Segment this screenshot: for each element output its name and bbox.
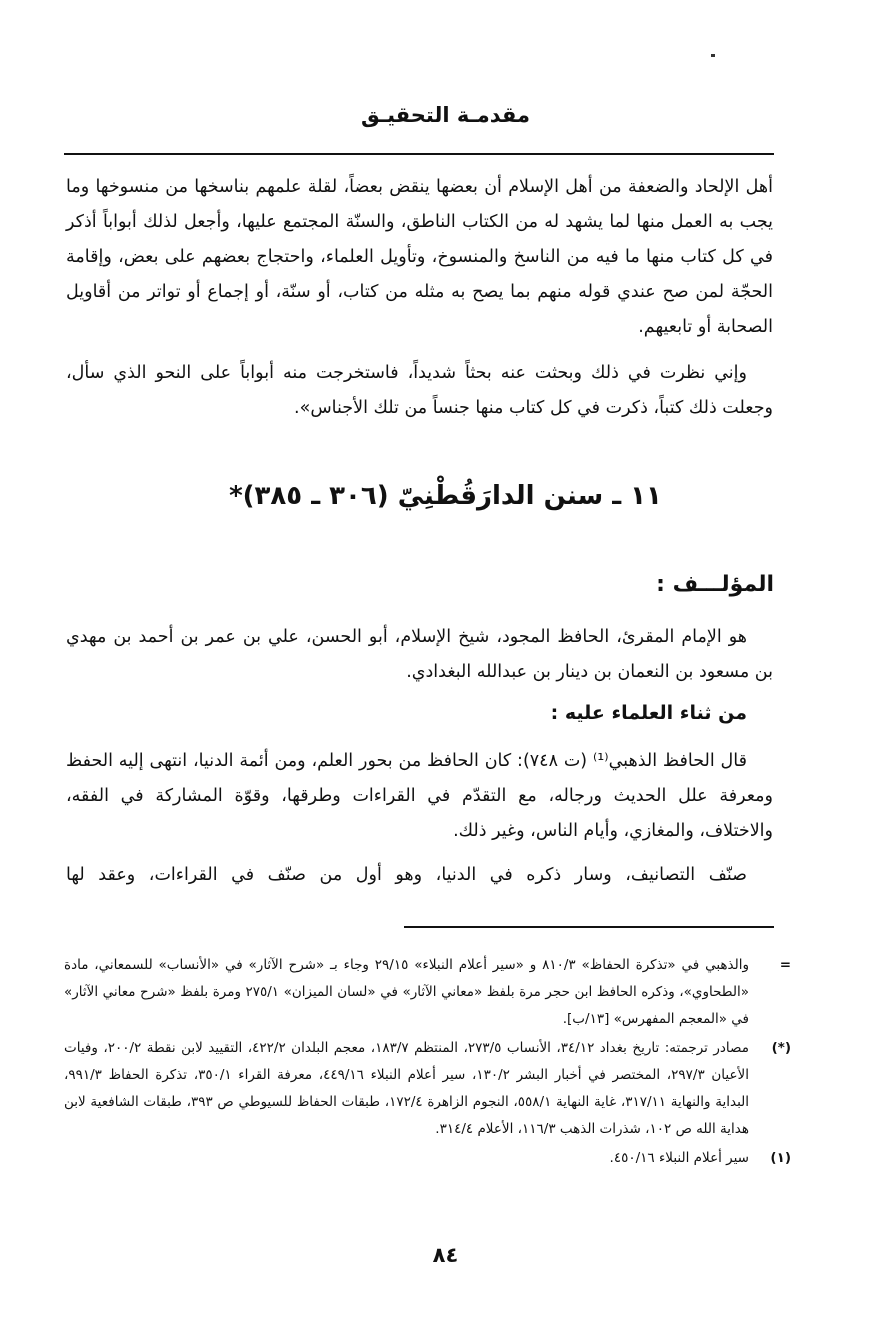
praise-heading: من ثناء العلماء عليه : xyxy=(550,702,747,724)
header-rule xyxy=(64,153,774,155)
author-paragraph: هو الإمام المقرئ، الحافظ المجود، شيخ الإسلام، أبو الحسن، علي بن عمر بن أحمد بن مهدي بن مسعود بن النعمان بن دينار بن عبدالله البغدادي. xyxy=(66,627,773,682)
footnote-1-text: سير أعلام النبلاء ٤٥٠/١٦. xyxy=(609,1150,749,1166)
footnote-star-mark: (*) xyxy=(771,1040,791,1056)
footnote-continuation xyxy=(64,952,791,1033)
section-heading: ١١ ـ سنن الدارَقُطْنِيّ (٣٠٦ ـ ٣٨٥)* xyxy=(229,481,662,511)
footnote-1-mark: (١) xyxy=(770,1150,791,1166)
footnote-continuation-text: والذهبي في «تذكرة الحفاظ» ٨١٠/٣ و «سير أعلام النبلاء» ٢٩/١٥ وجاء بـ «شرح الآثار» في «الأنساب» للسمعاني، مادة «الطحاوي»، وذكره الحافظ ابن حجر مرة بلفظ «معاني الآثار» في «لسان الميزان» ٢٧٥/١ ومرة بلفظ «شرح معاني الآثار» في «المعجم المفهرس» [١٣/ب]. xyxy=(64,957,749,1027)
footnote-rule xyxy=(404,926,774,928)
intro-paragraph-2: وإني نظرت في ذلك وبحثت عنه بحثاً شديداً، فاستخرجت منه أبواباً على النحو الذي سأل، وجعلت ذلك كتباً، ذكرت في كل كتاب منها جنساً من تلك الأجناس». xyxy=(66,363,773,418)
footnote-star-text: مصادر ترجمته: تاريخ بغداد ٣٤/١٢، الأنساب ٢٧٣/٥، المنتظم ١٨٣/٧، معجم البلدان ٤٢٢/٢، التقييد لابن نقطة ٢٠٠/٢، وفيات الأعيان ٢٩٧/٣، المختصر في أخبار البشر ١٣٠/٢، سير أعلام النبلاء ٤٤٩/١٦، معرفة القراء ٣٥٠/١، تذكرة الحفاظ ٩٩١/٣، البداية والنهاية ٣١٧/١١، غاية النهاية ٥٥٨/١، النجوم الزاهرة ١٧٢/٤، طبقات الحفاظ للسيوطي ص ٣٩٣، طبقات الشافعية لابن هداية الله ص ١٠٢، شذرات الذهب ١١٦/٣، الأعلام ٣١٤/٤. xyxy=(64,1040,750,1137)
margin-speck xyxy=(711,54,715,57)
page-number: ٨٤ xyxy=(432,1243,459,1267)
footnote-1 xyxy=(64,1145,791,1172)
author-heading: المؤلـــف : xyxy=(656,572,774,597)
intro-paragraph-1: أهل الإلحاد والضعفة من أهل الإسلام أن بعضها ينقض بعضاً، لقلة علمهم بناسخها من منسوخها وما يجب به العمل منها لما يشهد له من الكتاب الناطق، والسنّة المجتمع عليها، وأجعل لذلك أبواباً أذكر في كل كتاب منها ما فيه من الناسخ والمنسوخ، وتأويل العلماء، واحتجاج بعضهم على بعض، وإقامة الحجّة لمن صح عندي قوله منهم بما يصح به مثله من كتاب، أو سنّة، أو إجماع أو تواتر من أقاويل الصحابة أو تابعيهم. xyxy=(66,177,773,337)
footnote-continuation-mark: = xyxy=(779,957,791,973)
footnotes xyxy=(64,952,791,1174)
running-header: مقدمـة التحقيـق xyxy=(360,103,531,127)
praise-paragraph-1: قال الحافظ الذهبي⁽¹⁾ (ت ٧٤٨): كان الحافظ من بحور العلم، ومن أئمة الدنيا، انتهى إليه الحفظ ومعرفة علل الحديث ورجاله، مع التقدّم في القراءات وطرقها، وقوّة المشاركة في الفقه، والاختلاف، والمغازي، وأيام الناس، وغير ذلك. xyxy=(66,751,773,841)
praise-paragraph-2: صنّف التصانيف، وسار ذكره في الدنيا، وهو أول من صنّف في القراءات، وعقد لها xyxy=(66,865,747,885)
footnote-star xyxy=(64,1035,791,1143)
